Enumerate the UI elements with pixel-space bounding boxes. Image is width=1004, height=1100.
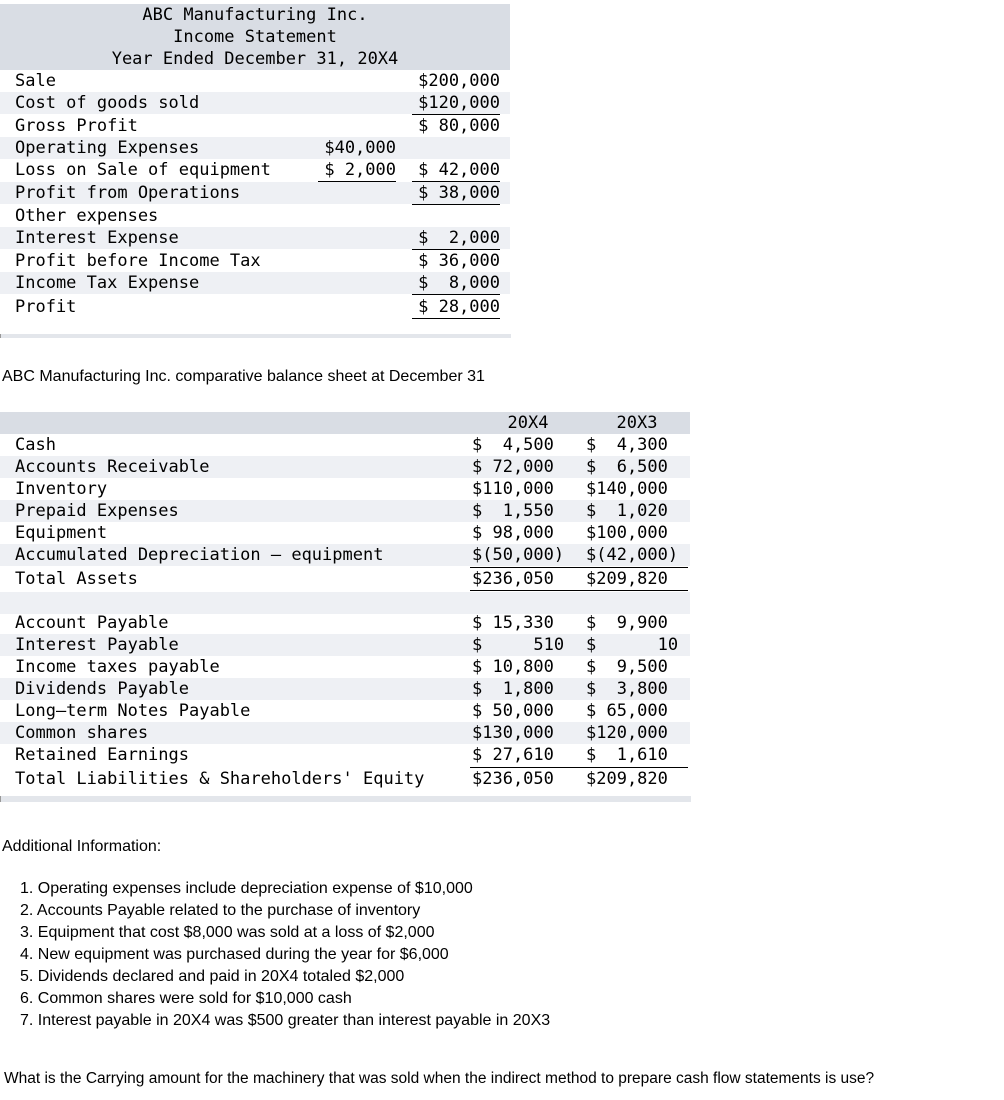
table-bottom-bar [0, 796, 691, 802]
liability-row: Income taxes payable $ 10,800 $ 9,500 [15, 657, 668, 677]
income-row: Cost of goods sold $120,000 [0, 92, 510, 114]
asset-row: Accounts Receivable $ 72,000 $ 6,500 [0, 456, 690, 478]
liability-row: Interest Payable $ 510 $ 10 [0, 634, 690, 656]
balance-sheet-caption: ABC Manufacturing Inc. comparative balance sheet at December 31 [2, 368, 485, 385]
asset-row: Accumulated Depreciation – equipment $(50,000) $(42,000) [0, 544, 690, 566]
balance-sheet [0, 412, 690, 810]
income-row: Gross Profit $ 80,000 [15, 116, 500, 136]
income-row: Profit before Income Tax $ 36,000 [15, 251, 500, 271]
statement-period: Year Ended December 31, 20X4 [111, 49, 399, 69]
total-assets-row: Total Assets $236,050 $209,820 [15, 569, 668, 589]
section-spacer [0, 592, 690, 614]
income-statement [0, 4, 510, 338]
income-row: Interest Expense $ 2,000 [0, 227, 510, 249]
list-item: 4. New equipment was purchased during the year for $6,000 [20, 946, 449, 963]
list-item: 3. Equipment that cost $8,000 was sold at a loss of $2,000 [20, 924, 435, 941]
additional-info-title: Additional Information: [2, 838, 162, 855]
income-row: Profit from Operations $ 38,000 [0, 182, 510, 204]
liability-row: Retained Earnings $ 27,610 $ 1,610 [15, 745, 668, 765]
balance-sheet-header [0, 412, 690, 434]
liability-row: Common shares $130,000 $120,000 [0, 722, 690, 744]
list-item: 7. Interest payable in 20X4 was $500 greater than interest payable in 20X3 [20, 1012, 551, 1029]
asset-row: Cash $ 4,500 $ 4,300 [15, 435, 668, 455]
liability-row: Dividends Payable $ 1,800 $ 3,800 [0, 678, 690, 700]
asset-row: Prepaid Expenses $ 1,550 $ 1,020 [0, 500, 690, 522]
statement-title: Income Statement [173, 27, 337, 47]
list-item: 2. Accounts Payable related to the purchase of inventory [20, 902, 421, 919]
list-item: 6. Common shares were sold for $10,000 cash [20, 990, 352, 1007]
income-row: Profit $ 28,000 [15, 297, 500, 317]
liability-row: Account Payable $ 15,330 $ 9,900 [15, 613, 668, 633]
column-header-20x4: 20X4 [507, 413, 549, 433]
asset-row: Inventory $110,000 $140,000 [15, 479, 668, 499]
income-row: Loss on Sale of equipment $ 2,000 $ 42,000 [15, 160, 500, 180]
asset-row: Equipment $ 98,000 $100,000 [15, 523, 668, 543]
liability-row: Long–term Notes Payable $ 50,000 $ 65,000 [15, 701, 668, 721]
column-header-20x3: 20X3 [616, 413, 658, 433]
total-liabilities-row: Total Liabilities & Shareholders' Equity $236,050 $209,820 [15, 769, 668, 789]
additional-info-list [20, 878, 550, 1032]
total-line [470, 590, 688, 591]
list-item: 5. Dividends declared and paid in 20X4 totaled $2,000 [20, 968, 405, 985]
income-row: Other expenses [15, 206, 159, 226]
income-row: Income Tax Expense $ 8,000 [0, 272, 510, 294]
company-name: ABC Manufacturing Inc. [142, 5, 368, 25]
table-bottom-bar [0, 334, 511, 338]
income-row: Sale $200,000 [15, 71, 500, 91]
list-item: 1. Operating expenses include depreciation expense of $10,000 [20, 880, 473, 897]
question-text: What is the Carrying amount for the machinery that was sold when the indirect method to prepare cash flow statements is use? [4, 1070, 875, 1087]
income-statement-header [0, 4, 510, 70]
income-row: Operating Expenses $40,000 [0, 137, 510, 159]
